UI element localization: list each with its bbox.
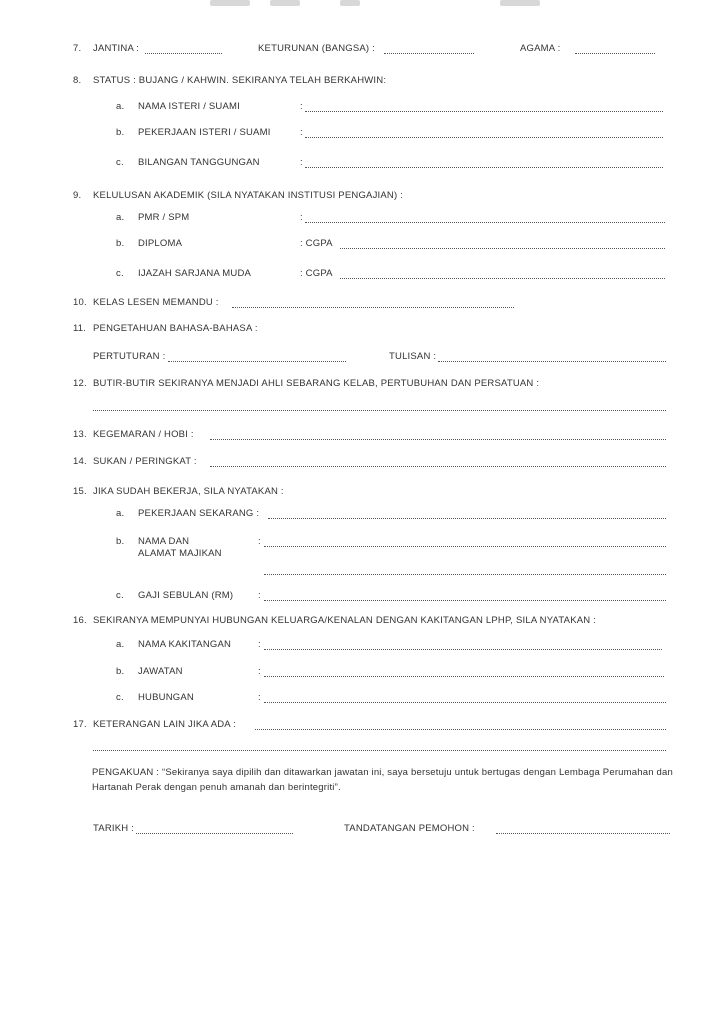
q16b-label: JAWATAN bbox=[138, 666, 183, 677]
q15c-field[interactable] bbox=[264, 600, 666, 601]
q14-number: 14. bbox=[73, 456, 87, 467]
q15b-letter: b. bbox=[116, 536, 125, 547]
q8b-label: PEKERJAAN ISTERI / SUAMI bbox=[138, 127, 271, 138]
q17-label: KETERANGAN LAIN JIKA ADA : bbox=[93, 719, 236, 730]
q11-pertuturan-field[interactable] bbox=[168, 361, 346, 362]
q16b-field[interactable] bbox=[264, 676, 664, 677]
q9a-field[interactable] bbox=[305, 222, 665, 223]
q15c-sep: : bbox=[258, 590, 261, 601]
q8c-label: BILANGAN TANGGUNGAN bbox=[138, 157, 260, 168]
q14-field[interactable] bbox=[210, 466, 666, 467]
q10-label: KELAS LESEN MEMANDU : bbox=[93, 297, 219, 308]
q9c-label: IJAZAH SARJANA MUDA bbox=[138, 268, 252, 279]
q12-number: 12. bbox=[73, 378, 87, 389]
q16b-letter: b. bbox=[116, 666, 125, 677]
q16b-sep: : bbox=[258, 666, 261, 677]
q9-number: 9. bbox=[73, 190, 82, 201]
scan-artifact bbox=[200, 0, 620, 8]
q9c-letter: c. bbox=[116, 268, 124, 279]
q8a-sep: : bbox=[300, 101, 303, 112]
q13-label: KEGEMARAN / HOBI : bbox=[93, 429, 194, 440]
q8a-label: NAMA ISTERI / SUAMI bbox=[138, 101, 240, 112]
q15c-label: GAJI SEBULAN (RM) bbox=[138, 590, 234, 601]
tandatangan-field[interactable] bbox=[496, 833, 670, 834]
q15b-field-line1[interactable] bbox=[264, 546, 666, 547]
q15b-sep: : bbox=[258, 536, 261, 547]
q8-label: STATUS : BUJANG / KAHWIN. SEKIRANYA TELAH BERKAHWIN: bbox=[93, 75, 387, 86]
q9a-sep: : bbox=[300, 212, 303, 223]
q8a-field[interactable] bbox=[305, 111, 663, 112]
q15-label: JIKA SUDAH BEKERJA, SILA NYATAKAN : bbox=[93, 486, 284, 497]
q15c-letter: c. bbox=[116, 590, 124, 601]
q8b-field[interactable] bbox=[305, 137, 663, 138]
q9c-field[interactable] bbox=[340, 278, 665, 279]
q15b-label-line1: NAMA DAN bbox=[138, 536, 190, 547]
q16a-letter: a. bbox=[116, 639, 125, 650]
q17-field-line2[interactable] bbox=[93, 750, 666, 751]
q9a-letter: a. bbox=[116, 212, 125, 223]
q10-number: 10. bbox=[73, 297, 87, 308]
q16a-label: NAMA KAKITANGAN bbox=[138, 639, 232, 650]
q8-number: 8. bbox=[73, 75, 82, 86]
q7-keturunan-label: KETURUNAN (BANGSA) : bbox=[258, 43, 375, 54]
q16a-field[interactable] bbox=[264, 649, 662, 650]
q7-agama-label: AGAMA : bbox=[520, 43, 561, 54]
q17-number: 17. bbox=[73, 719, 87, 730]
q17-field-line1[interactable] bbox=[255, 729, 666, 730]
q8c-letter: c. bbox=[116, 157, 124, 168]
q16c-label: HUBUNGAN bbox=[138, 692, 194, 703]
q8c-field[interactable] bbox=[305, 167, 663, 168]
tarikh-label: TARIKH : bbox=[93, 823, 135, 834]
q12-label: BUTIR-BUTIR SEKIRANYA MENJADI AHLI SEBARANG KELAB, PERTUBUHAN DAN PERSATUAN : bbox=[93, 378, 540, 389]
q7-jantina-field[interactable] bbox=[145, 53, 222, 54]
q9b-sep: : CGPA bbox=[300, 238, 333, 249]
q9a-label: PMR / SPM bbox=[138, 212, 190, 223]
q7-keturunan-field[interactable] bbox=[384, 53, 474, 54]
q13-number: 13. bbox=[73, 429, 87, 440]
q9b-letter: b. bbox=[116, 238, 125, 249]
q11-tulisan-label: TULISAN : bbox=[389, 351, 437, 362]
q14-label: SUKAN / PERINGKAT : bbox=[93, 456, 197, 467]
q16c-sep: : bbox=[258, 692, 261, 703]
q7-agama-field[interactable] bbox=[575, 53, 655, 54]
q15b-field-line2[interactable] bbox=[264, 574, 666, 575]
q11-pertuturan-label: PERTUTURAN : bbox=[93, 351, 166, 362]
q13-field[interactable] bbox=[210, 439, 666, 440]
q9b-field[interactable] bbox=[340, 248, 665, 249]
q16a-sep: : bbox=[258, 639, 261, 650]
q15a-letter: a. bbox=[116, 508, 125, 519]
q8b-sep: : bbox=[300, 127, 303, 138]
q9b-label: DIPLOMA bbox=[138, 238, 183, 249]
q9-label: KELULUSAN AKADEMIK (SILA NYATAKAN INSTITUSI PENGAJIAN) : bbox=[93, 190, 403, 201]
q8b-letter: b. bbox=[116, 127, 125, 138]
q11-number: 11. bbox=[73, 323, 87, 334]
q11-label: PENGETAHUAN BAHASA-BAHASA : bbox=[93, 323, 258, 334]
tandatangan-label: TANDATANGAN PEMOHON : bbox=[344, 823, 475, 834]
tarikh-field[interactable] bbox=[136, 833, 293, 834]
q12-field[interactable] bbox=[93, 410, 666, 411]
q15a-label: PEKERJAAN SEKARANG : bbox=[138, 508, 260, 519]
q8c-sep: : bbox=[300, 157, 303, 168]
declaration-text: PENGAKUAN : “Sekiranya saya dipilih dan ditawarkan jawatan ini, saya bersetuju untuk bertugas dengan Lembaga Perumahan dan Hartanah Perak dengan penuh amanah dan berintegriti”. bbox=[92, 767, 674, 793]
q16-label: SEKIRANYA MEMPUNYAI HUBUNGAN KELUARGA/KENALAN DENGAN KAKITANGAN LPHP, SILA NYATAKAN : bbox=[93, 615, 597, 626]
q9c-sep: : CGPA bbox=[300, 268, 333, 279]
q15a-field[interactable] bbox=[268, 518, 666, 519]
q15b-label-line2: ALAMAT MAJIKAN bbox=[138, 548, 222, 559]
q8a-letter: a. bbox=[116, 101, 125, 112]
q11-tulisan-field[interactable] bbox=[438, 361, 666, 362]
q15-number: 15. bbox=[73, 486, 87, 497]
q7-number: 7. bbox=[73, 43, 82, 54]
q10-field[interactable] bbox=[232, 307, 514, 308]
q16c-letter: c. bbox=[116, 692, 124, 703]
q7-jantina-label: JANTINA : bbox=[93, 43, 140, 54]
q16c-field[interactable] bbox=[264, 702, 666, 703]
q16-number: 16. bbox=[73, 615, 87, 626]
